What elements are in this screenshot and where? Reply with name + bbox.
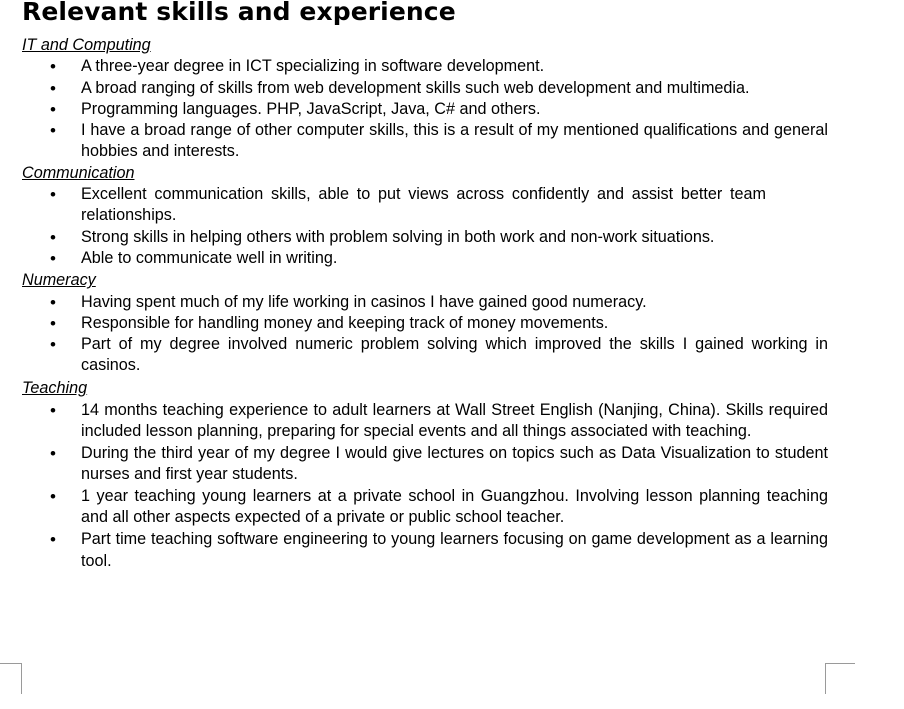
page-title: Relevant skills and experience: [22, 0, 456, 26]
page-margin-corner-left: [0, 663, 22, 694]
list-item: • I have a broad range of other computer skills, this is a result of my mentioned qualifications and general hobbies and interests.: [22, 120, 828, 163]
bullet-list: [22, 400, 828, 572]
page-margin-corner-right: [825, 663, 855, 694]
section-title: IT and Computing: [22, 36, 151, 54]
section-teaching: [22, 378, 828, 572]
list-item: • Programming languages. PHP, JavaScript, Java, C# and others.: [22, 99, 828, 120]
list-item: • Having spent much of my life working in casinos I have gained good numeracy.: [22, 292, 828, 313]
list-item: • 1 year teaching young learners at a private school in Guangzhou. Involving lesson planning teaching and all other aspects expected of a private or public school teacher.: [22, 486, 828, 529]
section-title: Numeracy: [22, 271, 96, 290]
section-numeracy: [22, 270, 828, 376]
section-communication: [22, 163, 828, 269]
list-item: • 14 months teaching experience to adult learners at Wall Street English (Nanjing, China). Skills required included lesson planning, preparing for special events and all things associated with teaching.: [22, 400, 828, 443]
list-item: • Strong skills in helping others with problem solving in both work and non-work situations.: [22, 227, 828, 248]
list-item: • During the third year of my degree I would give lectures on topics such as Data Visualization to student nurses and first year students.: [22, 443, 828, 486]
list-item: • A three-year degree in ICT specializing in software development.: [22, 56, 828, 77]
section-title: Teaching: [22, 378, 88, 397]
bullet-list: [22, 184, 828, 269]
document-body: [22, 35, 828, 572]
list-item: • Part of my degree involved numeric problem solving which improved the skills I gained working in casinos.: [22, 334, 828, 377]
bullet-list: [22, 56, 828, 162]
list-item: • A broad ranging of skills from web development skills such web development and multimedia.: [22, 78, 828, 99]
section-it-computing: [22, 35, 828, 163]
list-item: • Excellent communication skills, able to put views across confidently and assist better team relationships.: [22, 184, 828, 227]
list-item: • Responsible for handling money and keeping track of money movements.: [22, 313, 828, 334]
list-item: • Part time teaching software engineering to young learners focusing on game development as a learning tool.: [22, 529, 828, 572]
section-title: Communication: [22, 163, 135, 182]
bullet-list: [22, 292, 828, 377]
list-item: • Able to communicate well in writing.: [22, 248, 828, 269]
